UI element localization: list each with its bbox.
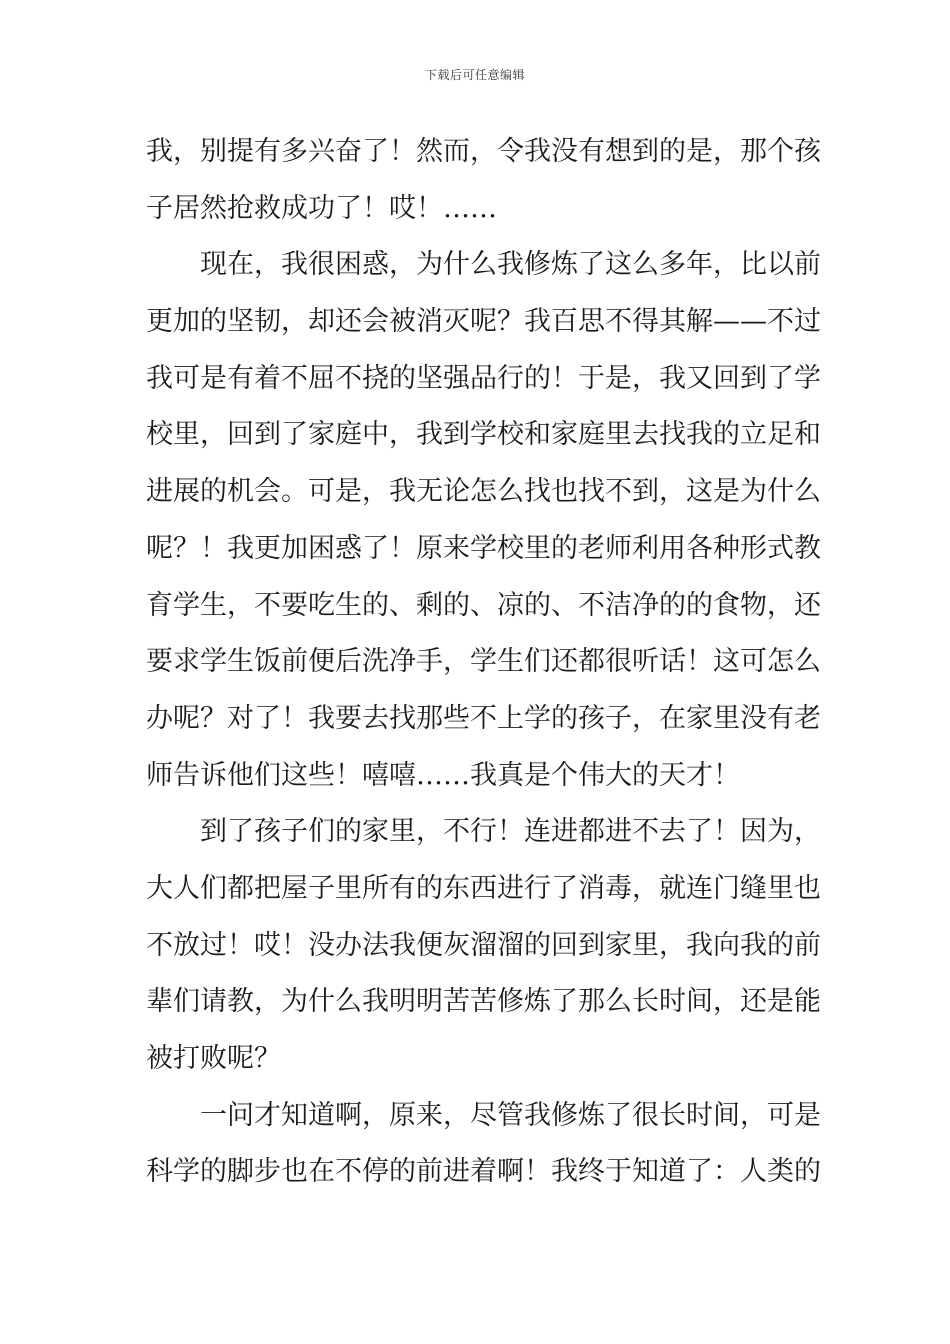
text-line: 现在，我很困惑，为什么我修炼了这么多年，比以前 [200,249,821,281]
text-line: 师告诉他们这些！嘻嘻……我真是个伟大的天才！ [146,759,740,791]
text-line: 辈们请教，为什么我明明苦苦修炼了那么长时间，还是能 [146,986,821,1018]
text-line: 到了孩子们的家里，不行！连进都进不去了！因为， [200,816,821,848]
text-line: 育学生，不要吃生的、剩的、凉的、不洁净的的食物，还 [146,589,821,621]
text-line: 一问才知道啊，原来，尽管我修炼了很长时间，可是 [200,1099,821,1131]
text-line: 更加的坚韧，却还会被消灭呢？我百思不得其解——不过 [146,306,821,338]
text-line: 办呢？对了！我要去找那些不上学的孩子，在家里没有老 [146,702,821,734]
text-line: 进展的机会。可是，我无论怎么找也找不到，这是为什么 [146,476,821,508]
text-line: 呢？！我更加困惑了！原来学校里的老师利用各种形式教 [146,532,821,564]
text-line: 被打败呢？ [146,1043,281,1074]
text-line: 子居然抢救成功了！哎！…… [146,192,497,224]
page-header: 下载后可任意编辑 [424,68,525,82]
text-line: 大人们都把屋子里所有的东西进行了消毒，就连门缝里也 [146,872,821,904]
document-body [146,124,821,1201]
text-line: 科学的脚步也在不停的前进着啊！我终于知道了：人类的 [146,1156,821,1188]
text-line: 我可是有着不屈不挠的坚强品行的！于是，我又回到了学 [146,362,821,394]
text-line: 要求学生饭前便后洗净手，学生们还都很听话！这可怎么 [146,646,821,678]
text-line: 不放过！哎！没办法我便灰溜溜的回到家里，我向我的前 [146,929,821,961]
text-line: 校里，回到了家庭中，我到学校和家庭里去找我的立足和 [146,419,821,451]
text-line: 我，别提有多兴奋了！然而，令我没有想到的是，那个孩 [146,136,821,167]
